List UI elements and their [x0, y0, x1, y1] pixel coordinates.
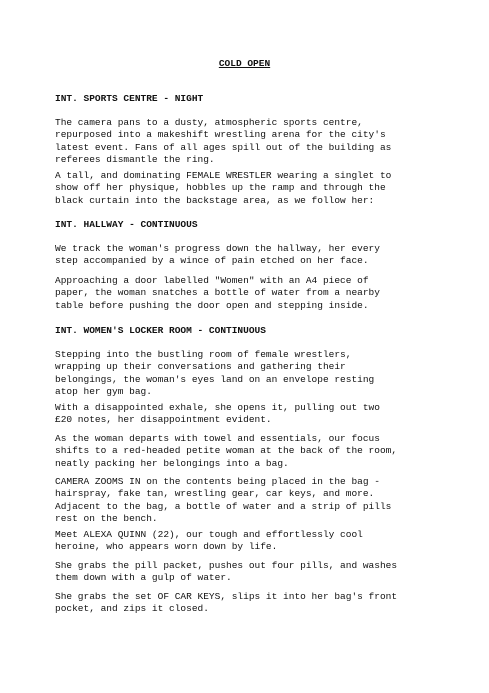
action-paragraph: She grabs the set OF CAR KEYS, slips it into her bag's front pocket, and zips it closed. [55, 591, 398, 615]
action-paragraph: With a disappointed exhale, she opens it, pulling out two £20 notes, her disappointment evident. [55, 402, 380, 426]
action-paragraph: Approaching a door labelled "Women" with an A4 piece of paper, the woman snatches a bottle of water from a nearby table before pushing the door open and stepping inside. [55, 275, 380, 311]
action-paragraph: CAMERA ZOOMS IN on the contents being placed in the bag - hairspray, fake tan, wrestling gear, car keys, and more. Adjacent to the bag, a bottle of water and a strip of pills rest on the bench. [55, 476, 392, 525]
scene-heading: INT. HALLWAY - CONTINUOUS [55, 219, 198, 230]
action-paragraph: Meet ALEXA QUINN (22), our tough and effortlessly cool heroine, who appears worn down by life. [55, 529, 363, 553]
action-paragraph: She grabs the pill packet, pushes out four pills, and washes them down with a gulp of water. [55, 560, 398, 584]
action-paragraph: Stepping into the bustling room of female wrestlers, wrapping up their conversations and gathering their belongings, the woman's eyes land on an envelope resting atop her gym bag. [55, 349, 375, 398]
action-paragraph: A tall, and dominating FEMALE WRESTLER wearing a singlet to show off her physique, hobbles up the ramp and through the black curtain into the backstage area, as we follow her: [55, 170, 392, 206]
scene-heading: INT. WOMEN'S LOCKER ROOM - CONTINUOUS [55, 325, 266, 336]
action-paragraph: The camera pans to a dusty, atmospheric sports centre, repurposed into a makeshift wrestling arena for the city's latest event. Fans of all ages spill out of the building as referees dismantle the ring. [55, 117, 392, 166]
scene-heading: INT. SPORTS CENTRE - NIGHT [55, 93, 204, 104]
action-paragraph: We track the woman's progress down the hallway, her every step accompanied by a wince of pain etched on her face. [55, 243, 380, 267]
action-paragraph: As the woman departs with towel and essentials, our focus shifts to a red-headed petite woman at the back of the room, neatly packing her belongings into a bag. [55, 433, 398, 469]
page-title: COLD OPEN [218, 58, 271, 69]
